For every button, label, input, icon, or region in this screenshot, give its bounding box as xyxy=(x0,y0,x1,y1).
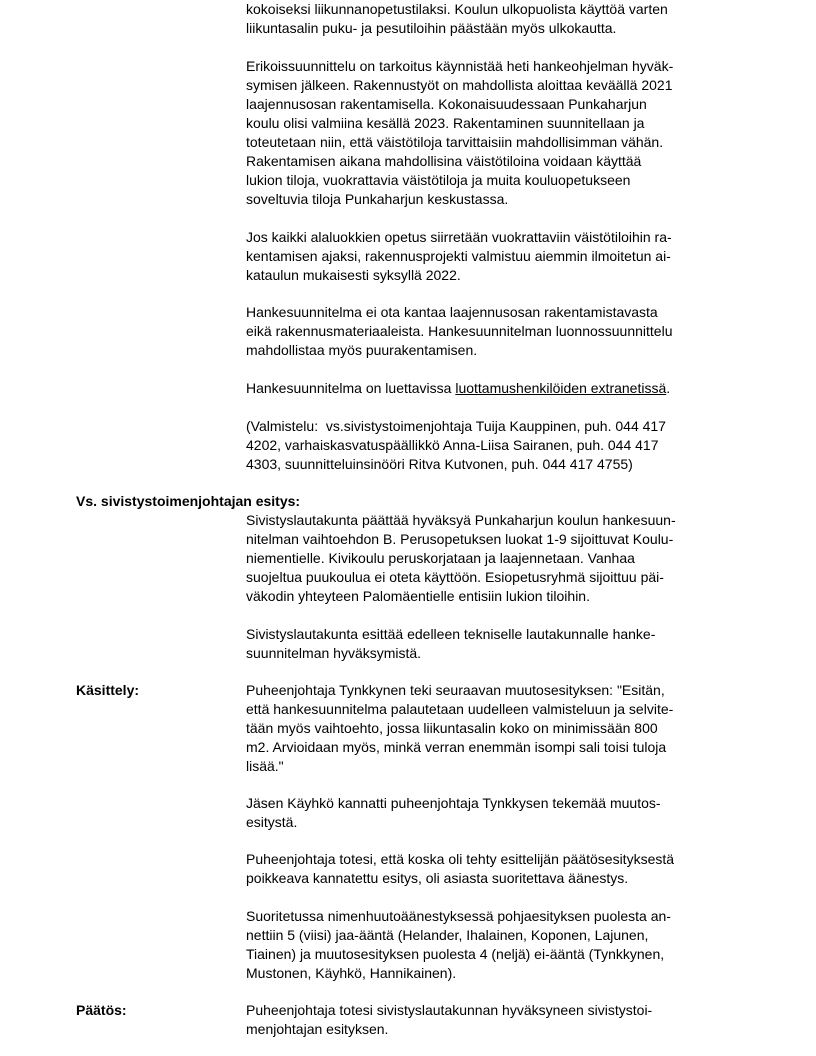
proposal-line: nitelman vaihtoehdon B. Perusopetuksen luokat 1-9 sijoittuvat Koulu- xyxy=(246,531,674,547)
handling-line: m2. Arvioidaan myös, minkä verran enemmän isompi sali toisi tuloja xyxy=(246,739,667,755)
extranet-text-after: . xyxy=(666,380,671,396)
handling-line: Puheenjohtaja totesi, että koska oli tehty esittelijän päätösesityksestä xyxy=(246,851,675,867)
preparer-line: 4303, suunnitteluinsinööri Ritva Kutvonen, puh. 044 417 4755) xyxy=(246,456,633,472)
extranet-text-before: Hankesuunnitelma on luettavissa xyxy=(246,380,456,396)
handling-line: Jäsen Käyhkö kannatti puheenjohtaja Tynkkysen tekemää muutos- xyxy=(246,795,661,811)
proposal-heading: Vs. sivistystoimenjohtajan esitys: xyxy=(76,493,301,509)
paragraph-line: soveltuvia tiloja Punkaharjun keskustassa. xyxy=(246,191,509,207)
handling-heading: Käsittely: xyxy=(76,682,140,698)
paragraph-line: Hankesuunnitelma ei ota kantaa laajennusosan rakentamistavasta xyxy=(246,304,658,320)
proposal-line: suunnitelman hyväksymistä. xyxy=(246,645,422,661)
handling-line: nettiin 5 (viisi) jaa-ääntä (Helander, Ihalainen, Koponen, Lajunen, xyxy=(246,927,649,943)
decision-line: menjohtajan esityksen. xyxy=(246,1021,389,1037)
handling-line: Tiainen) ja muutosesityksen puolesta 4 (neljä) ei-ääntä (Tynkkynen, xyxy=(246,946,665,962)
paragraph-line: toteutetaan niin, että väistötiloja tarvittaisiin mahdollisimman vähän. xyxy=(246,134,664,150)
paragraph-line: kentamisen ajaksi, rakennusprojekti valmistuu aiemmin ilmoitetun ai- xyxy=(246,248,671,264)
paragraph-line: symisen jälkeen. Rakennustyöt on mahdollista aloittaa keväällä 2021 xyxy=(246,77,673,93)
paragraph-line: Jos kaikki alaluokkien opetus siirretään vuokrattaviin väistötiloihin ra- xyxy=(246,229,672,245)
intro-line: liikuntasalin puku- ja pesutiloihin päästään myös ulkokautta. xyxy=(246,20,617,36)
proposal-line: väkodin yhteyteen Palomäentielle entisiin lukion tiloihin. xyxy=(246,588,590,604)
proposal-line: niementielle. Kivikoulu peruskorjataan ja laajennetaan. Vanhaa xyxy=(246,550,635,566)
handling-line: että hankesuunnitelma palautetaan uudelleen valmisteluun ja selvite- xyxy=(246,701,674,717)
handling-line: esitystä. xyxy=(246,814,298,830)
handling-line: Mustonen, Käyhkö, Hannikainen). xyxy=(246,965,457,981)
paragraph-line: laajennusosan rakentamisella. Kokonaisuudessaan Punkaharjun xyxy=(246,96,647,112)
paragraph-line: koulu olisi valmiina kesällä 2023. Rakentaminen suunnitellaan ja xyxy=(246,115,645,131)
paragraph-line: Rakentamisen aikana mahdollisina väistötiloina voidaan käyttää xyxy=(246,153,642,169)
proposal-line: Sivistyslautakunta päättää hyväksyä Punkaharjun koulun hankesuun- xyxy=(246,512,676,528)
handling-line: poikkeava kannatettu esitys, oli asiasta suoritettava äänestys. xyxy=(246,870,629,886)
preparer-line: (Valmistelu: vs.sivistystoimenjohtaja Tuija Kauppinen, puh. 044 417 xyxy=(246,418,666,434)
paragraph-line: mahdollistaa myös puurakentamisen. xyxy=(246,342,478,358)
proposal-line: suojeltua puukoulua ei oteta käyttöön. Esiopetusryhmä sijoittuu päi- xyxy=(246,569,664,585)
paragraph-line: Erikoissuunnittelu on tarkoitus käynnistää heti hankeohjelman hyväk- xyxy=(246,58,674,74)
extranet-paragraph xyxy=(246,379,670,398)
decision-line: Puheenjohtaja totesi sivistyslautakunnan hyväksyneen sivistystoi- xyxy=(246,1002,653,1018)
decision-heading: Päätös: xyxy=(76,1002,127,1018)
paragraph-line: kataulun mukaisesti syksyllä 2022. xyxy=(246,267,461,283)
handling-line: Suoritetussa nimenhuutoäänestyksessä pohjaesityksen puolesta an- xyxy=(246,908,671,924)
paragraph-line: eikä rakennusmateriaaleista. Hankesuunnitelman luonnossuunnittelu xyxy=(246,323,673,339)
extranet-link[interactable]: luottamushenkilöiden extranetissä xyxy=(455,380,667,396)
proposal-line: Sivistyslautakunta esittää edelleen tekniselle lautakunnalle hanke- xyxy=(246,626,656,642)
paragraph-line: lukion tiloja, vuokrattavia väistötiloja ja muita kouluopetukseen xyxy=(246,172,631,188)
handling-line: Puheenjohtaja Tynkkynen teki seuraavan muutosesityksen: "Esitän, xyxy=(246,682,665,698)
handling-line: lisää." xyxy=(246,758,284,774)
handling-line: tään myös vaihtoehto, jossa liikuntasalin koko on minimissään 800 xyxy=(246,720,658,736)
intro-line: kokoiseksi liikunnanopetustilaksi. Koulun ulkopuolista käyttöä varten xyxy=(246,1,668,17)
preparer-line: 4202, varhaiskasvatuspäällikkö Anna-Liisa Sairanen, puh. 044 417 xyxy=(246,437,659,453)
